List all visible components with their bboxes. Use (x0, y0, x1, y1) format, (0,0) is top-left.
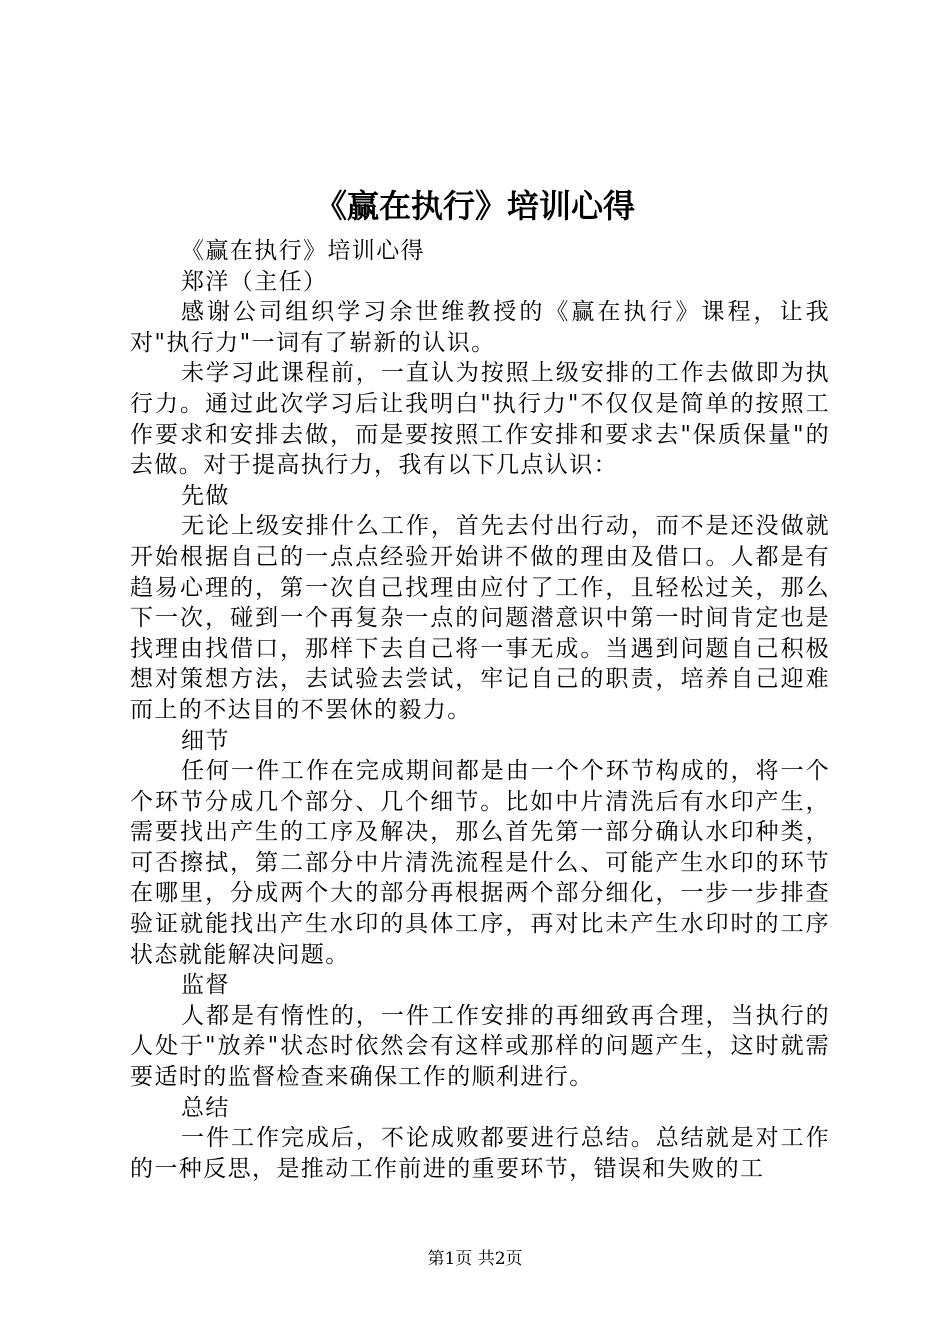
document-body (130, 236, 830, 1184)
page-title: 《赢在执行》培训心得 (314, 187, 635, 225)
section-heading: 总结 (181, 1094, 230, 1121)
paragraph: 未学习此课程前，一直认为按照上级安排的工作去做即为执行力。通过此次学习后让我明白"执行力"不仅仅是简单的按照工作要求和安排去做，而是要按照工作安排和要求去"保质保量"的去做。对于提高执行力，我有以下几点认识： (130, 360, 830, 479)
paragraph: 无论上级安排什么工作，首先去付出行动，而不是还没做就开始根据自己的一点点经验开始讲不做的理由及借口。人都是有趋易心理的，第一次自己找理由应付了工作，且轻松过关，那么下一次，碰到一个再复杂一点的问题潜意识中第一时间肯定也是找理由找借口，那样下去自己将一事无成。当遇到问题自己积极想对策想方法，去试验去尝试，牢记自己的职责，培养自己迎难而上的不达目的不罢休的毅力。 (130, 513, 830, 723)
section-heading: 先做 (181, 482, 230, 509)
paragraph: 一件工作完成后，不论成败都要进行总结。总结就是对工作的一种反思，是推动工作前进的重要环节，错误和失败的工 (130, 1125, 830, 1182)
paragraph: 人都是有惰性的，一件工作安排的再细致再合理，当执行的人处于"放养"状态时依然会有这样或那样的问题产生，这时就需要适时的监督检查来确保工作的顺利进行。 (130, 1002, 830, 1091)
paragraph-subtitle: 《赢在执行》培训心得 (181, 238, 425, 264)
paragraph-author: 郑洋（主任） (181, 268, 328, 295)
section-heading: 监督 (181, 972, 230, 999)
paragraph: 感谢公司组织学习余世维教授的《赢在执行》课程，让我对"执行力"一词有了崭新的认识。 (130, 299, 830, 356)
page-footer: 第1页 共2页 (427, 1249, 523, 1269)
section-heading: 细节 (181, 727, 230, 754)
paragraph: 任何一件工作在完成期间都是由一个个环节构成的，将一个个环节分成几个部分、几个细节。比如中片清洗后有水印产生，需要找出产生的工序及解决，那么首先第一部分确认水印种类，可否擦拭，第二部分中片清洗流程是什么、可能产生水印的环节在哪里，分成两个大的部分再根据两个部分细化，一步一步排查验证就能找出产生水印的具体工序，再对比未产生水印时的工序状态就能解决问题。 (130, 758, 830, 968)
